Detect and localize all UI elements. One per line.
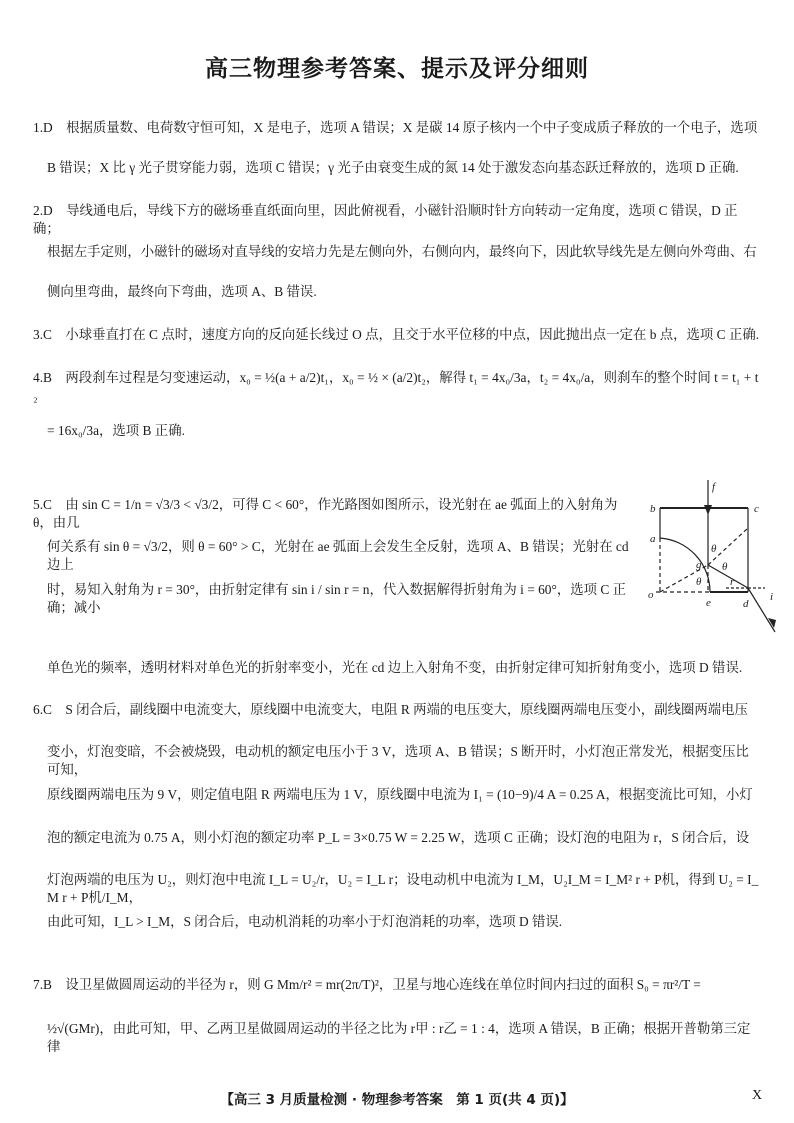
label-o: o bbox=[648, 589, 654, 601]
answer-3-line-1: 3.C 小球垂直打在 C 点时，速度方向的反向延长线过 O 点，且交于水平位移的中点，因此抛出点一定在 b 点，选项 C 正确. bbox=[33, 327, 760, 342]
answer-7-line-1: 7.B 设卫星做圆周运动的半径为 r，则 G Mm/r² = mr(2π/T)²，卫星与地心连线在单位时间内扫过的面积 S₀ = πr²/T = bbox=[33, 977, 701, 992]
label-g: g bbox=[696, 559, 702, 571]
answer-6-line-5: 灯泡两端的电压为 U₂，则灯泡中电流 I_L = U₂/r，U₂ = I_L r；设电动机中电流为 I_M，U₂I_M = I_M² r + P机，得到 U₂ = I_M r + P机/I_M， bbox=[47, 872, 759, 905]
answer-7-line-2: ½√(GMr)，由此可知，甲、乙两卫星做圆周运动的半径之比为 r甲 : r乙 = 1 : 4，选项 A 错误，B 正确；根据开普勒第三定律 bbox=[47, 1021, 751, 1054]
answer-6-line-6: 由此可知，I_L > I_M，S 闭合后，电动机消耗的功率小于灯泡消耗的功率，选项 D 错误. bbox=[47, 914, 563, 929]
label-d: d bbox=[743, 598, 749, 610]
corner-mark: X bbox=[752, 1088, 763, 1103]
answer-6-line-3: 原线圈两端电压为 9 V，则定值电阻 R 两端电压为 1 V，原线圈中电流为 I₁ = (10−9)/4 A = 0.25 A，根据变流比可知，小灯 bbox=[47, 787, 753, 802]
page-title: 高三物理参考答案、提示及评分细则 bbox=[205, 56, 589, 82]
label-c: c bbox=[754, 503, 759, 515]
label-i: i bbox=[770, 591, 774, 603]
label-theta-3: θ bbox=[696, 576, 702, 588]
page-footer: 【高三 3 月质量检测 · 物理参考答案 第 1 页(共 4 页)】 bbox=[220, 1092, 574, 1108]
label-a: a bbox=[650, 533, 656, 545]
answer-2-line-1: 2.D 导线通电后，导线下方的磁场垂直纸面向里，因此俯视看，小磁针沿顺时针方向转动一定角度，选项 C 错误，D 正确； bbox=[33, 203, 738, 236]
answer-5-line-2: 何关系有 sin θ = √3/2，则 θ = 60° > C，光射在 ae 弧面上会发生全反射，选项 A、B 错误；光射在 cd 边上 bbox=[47, 539, 629, 572]
light-path-diagram bbox=[640, 470, 790, 640]
label-b: b bbox=[650, 503, 656, 515]
label-theta-2: θ bbox=[722, 561, 728, 573]
label-r: r bbox=[730, 576, 735, 588]
label-f: f bbox=[712, 481, 716, 493]
answer-4-line-2: = 16x₀/3a，选项 B 正确. bbox=[47, 423, 185, 438]
answer-1-line-1: 1.D 根据质量数、电荷数守恒可知，X 是电子，选项 A 错误；X 是碳 14 原子核内一个中子变成质子释放的一个电子，选项 bbox=[33, 120, 758, 135]
answer-5-line-1: 5.C 由 sin C = 1/n = √3/3 < √3/2，可得 C < 60°，作光路图如图所示，设光射在 ae 弧面上的入射角为 θ，由几 bbox=[33, 497, 618, 530]
answer-5-line-4: 单色光的频率，透明材料对单色光的折射率变小，光在 cd 边上入射角不变，由折射定律可知折射角变小，选项 D 错误. bbox=[47, 660, 743, 675]
answer-1-line-2: B 错误；X 比 γ 光子贯穿能力弱，选项 C 错误；γ 光子由衰变生成的氮 14 处于激发态向基态跃迁释放的，选项 D 正确. bbox=[47, 160, 739, 175]
answer-6-line-4: 泡的额定电流为 0.75 A，则小灯泡的额定功率 P_L = 3×0.75 W = 2.25 W，选项 C 正确；设灯泡的电阻为 r，S 闭合后，设 bbox=[47, 830, 750, 845]
answer-2-line-3: 侧向里弯曲，最终向下弯曲，选项 A、B 错误. bbox=[47, 284, 317, 299]
answer-5-line-3: 时，易知入射角为 r = 30°，由折射定律有 sin i / sin r = n，代入数据解得折射角为 i = 60°，选项 C 正确；减小 bbox=[47, 582, 627, 615]
answer-6-line-2: 变小，灯泡变暗，不会被烧毁，电动机的额定电压小于 3 V，选项 A、B 错误；S 断开时，小灯泡正常发光，根据变压比可知， bbox=[47, 744, 749, 777]
answer-6-line-1: 6.C S 闭合后，副线圈中电流变大，原线圈中电流变大，电阻 R 两端的电压变大，原线圈两端电压变小，副线圈两端电压 bbox=[33, 702, 748, 717]
label-theta-1: θ bbox=[711, 543, 717, 555]
label-e: e bbox=[706, 597, 711, 609]
answer-2-line-2: 根据左手定则，小磁针的磁场对直导线的安培力先是左侧向外，右侧向内，最终向下，因此软导线先是左侧向外弯曲、右 bbox=[47, 244, 757, 259]
answer-4-line-1: 4.B 两段刹车过程是匀变速运动，x₀ = ½(a + a/2)t₁，x₀ = ½ × (a/2)t₂，解得 t₁ = 4x₀/3a，t₂ = 4x₀/a，则刹车的整个时间 t = t₁ + t₂ bbox=[33, 370, 759, 403]
